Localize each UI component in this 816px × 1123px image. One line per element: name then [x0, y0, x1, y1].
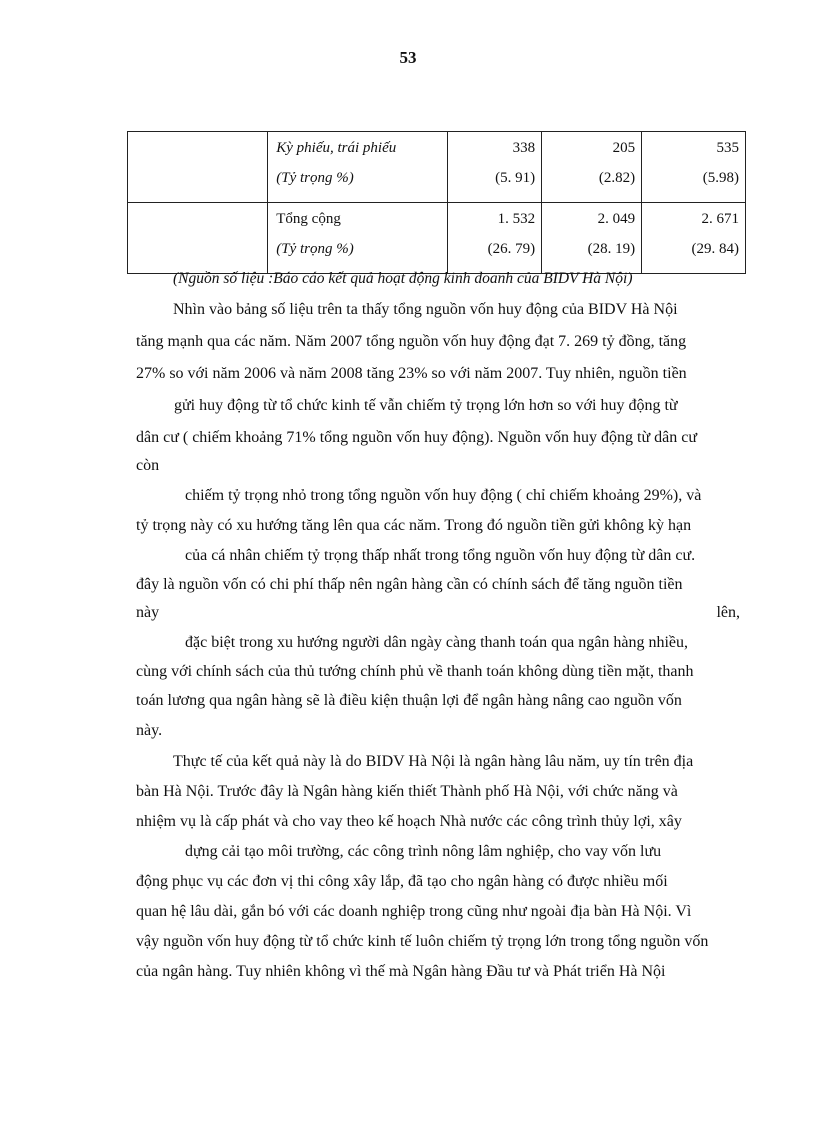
body-text-line: đặc biệt trong xu hướng người dân ngày càng thanh toán qua ngân hàng nhiều, [185, 634, 689, 651]
body-text-line: này. [136, 722, 163, 739]
body-text-line: tăng mạnh qua các năm. Năm 2007 tổng nguồn vốn huy động đạt 7. 269 tỷ đồng, tăng [136, 333, 687, 350]
body-text-line: còn [136, 457, 160, 474]
cell-value: 1. 532 [497, 211, 536, 227]
body-text-line: đây là nguồn vốn có chi phí thấp nên ngân hàng cần có chính sách để tăng nguồn tiền [136, 576, 683, 593]
body-text-line: của cá nhân chiếm tỷ trọng thấp nhất trong tổng nguồn vốn huy động từ dân cư. [185, 547, 696, 564]
cell-value: 535 [716, 140, 739, 156]
body-text-word: lên, [716, 604, 740, 621]
table-row [128, 203, 746, 274]
body-text-line: Nhìn vào bảng số liệu trên ta thấy tổng nguồn vốn huy động của BIDV Hà Nội [173, 301, 678, 318]
table-cell-2009 [642, 132, 746, 203]
funding-table [127, 131, 746, 274]
table-cell-label [268, 132, 447, 203]
page-number: 53 [399, 48, 417, 67]
table-cell-empty [128, 132, 268, 203]
table-cell-2007 [447, 203, 542, 274]
row-label: Tổng cộng [276, 211, 341, 227]
table-cell-2008 [542, 132, 642, 203]
body-text-line: bàn Hà Nội. Trước đây là Ngân hàng kiến thiết Thành phố Hà Nội, với chức năng và [136, 783, 678, 800]
cell-value: 205 [612, 140, 636, 156]
table-cell-label [268, 203, 447, 274]
table-cell-2007 [447, 132, 542, 203]
cell-share: (26. 79) [487, 241, 536, 257]
body-text-line: tỷ trọng này có xu hướng tăng lên qua các năm. Trong đó nguồn tiền gửi không kỳ hạn [136, 517, 692, 534]
body-text-word: này [136, 604, 160, 621]
table-cell-2008 [542, 203, 642, 274]
body-text-line: vậy nguồn vốn huy động từ tổ chức kinh tế luôn chiếm tỷ trọng lớn trong tổng nguồn vốn [136, 933, 709, 950]
body-text-line: nhiệm vụ là cấp phát và cho vay theo kế hoạch Nhà nước các công trình thủy lợi, xây [136, 813, 682, 830]
body-text-line: gửi huy động từ tổ chức kinh tế vẫn chiếm tỷ trọng lớn hơn so với huy động từ [174, 397, 678, 414]
cell-value: 338 [512, 140, 536, 156]
body-text-line: Thực tế của kết quả này là do BIDV Hà Nội là ngân hàng lâu năm, uy tín trên địa [173, 753, 694, 770]
table-row [128, 132, 746, 203]
body-text-line: dựng cải tạo môi trường, các công trình nông lâm nghiệp, cho vay vốn lưu [185, 843, 662, 860]
cell-share: (5.98) [702, 170, 739, 186]
cell-share: (29. 84) [691, 241, 739, 257]
body-text-line [136, 603, 740, 623]
row-sub-label: (Tỷ trọng %) [276, 170, 354, 186]
table-source-note: (Nguồn số liệu :Báo cáo kết quả hoạt động kinh doanh của BIDV Hà Nội) [173, 270, 633, 287]
body-text-line: của ngân hàng. Tuy nhiên không vì thế mà Ngân hàng Đầu tư và Phát triển Hà Nội [136, 963, 666, 980]
row-label: Kỳ phiếu, trái phiếu [276, 140, 397, 156]
body-text-line: cùng với chính sách của thủ tướng chính phủ về thanh toán không dùng tiền mặt, thanh [136, 663, 694, 680]
body-text-line: 27% so với năm 2006 và năm 2008 tăng 23% so với năm 2007. Tuy nhiên, nguồn tiền [136, 365, 687, 382]
body-text-line: chiếm tỷ trọng nhỏ trong tổng nguồn vốn huy động ( chỉ chiếm khoảng 29%), và [185, 487, 702, 504]
cell-share: (5. 91) [495, 170, 536, 186]
body-text-line: quan hệ lâu dài, gắn bó với các doanh nghiệp trong cũng như ngoài địa bàn Hà Nội. Vì [136, 903, 692, 920]
table-cell-empty [128, 203, 268, 274]
body-text-line: toán lương qua ngân hàng sẽ là điều kiện thuận lợi để ngân hàng nâng cao nguồn vốn [136, 692, 682, 709]
cell-value: 2. 671 [701, 211, 739, 227]
body-text-line: động phục vụ các đơn vị thi công xây lắp, đã tạo cho ngân hàng có được nhiều mối [136, 873, 668, 890]
cell-value: 2. 049 [597, 211, 636, 227]
table-cell-2009 [642, 203, 746, 274]
body-text-line: dân cư ( chiếm khoảng 71% tổng nguồn vốn huy động). Nguồn vốn huy động từ dân cư [136, 429, 698, 446]
cell-share: (28. 19) [587, 241, 636, 257]
row-sub-label: (Tỷ trọng %) [276, 241, 354, 257]
cell-share: (2.82) [598, 170, 636, 186]
